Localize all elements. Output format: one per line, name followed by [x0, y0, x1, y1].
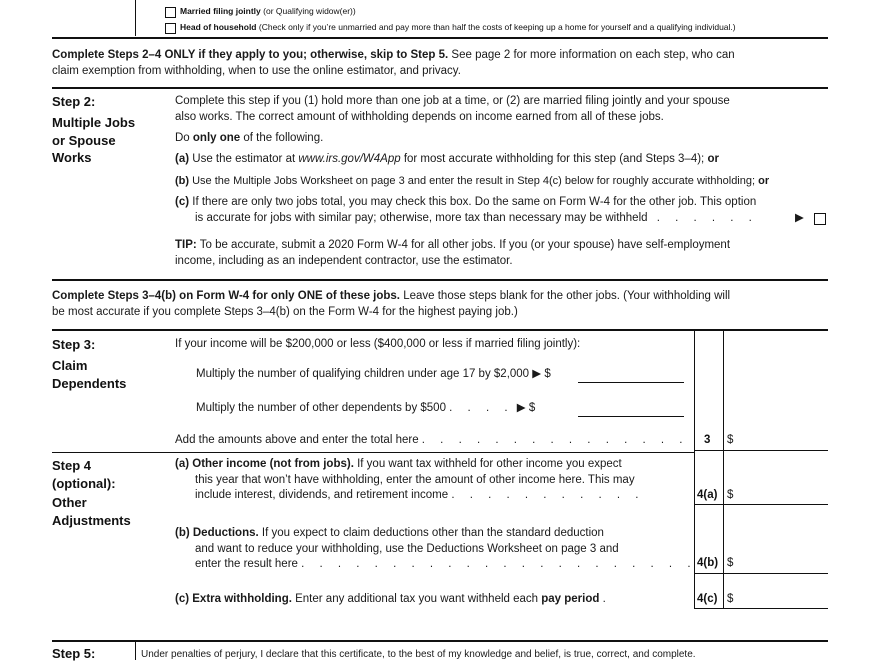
step2-option-b: (b) Use the Multiple Jobs Worksheet on page 3 and enter the result in Step 4(c) below for roughly accurate withholding; or	[175, 175, 770, 187]
line-4b-dollar: $	[727, 557, 734, 569]
other-dependents-amount-field[interactable]	[578, 415, 684, 417]
line-4c-number: 4(c)	[697, 593, 718, 605]
step2-option-a: (a) Use the estimator at www.irs.gov/W4App for most accurate withholding for this step (and Steps 3–4); or	[175, 153, 719, 165]
line-4b-number: 4(b)	[697, 557, 719, 569]
step4-label: Step 4 (optional):	[52, 458, 116, 491]
top-section-rule	[52, 37, 828, 39]
step2-tip: TIP: To be accurate, submit a 2020 Form W-4 for all other jobs. If you (or your spouse) have self-employment income, including as an independent contractor, use the estimator.	[175, 239, 731, 267]
step2-bottom-rule	[52, 279, 828, 281]
step5-label: Step 5:	[52, 646, 96, 661]
line-3-number: 3	[704, 434, 711, 446]
step3-top-rule	[52, 329, 828, 331]
steps-2-4-instruction: Complete Steps 2–4 ONLY if they apply to you; otherwise, skip to Step 5. See page 2 for more information on each step, who can claim exemption from withholding, when to use the online estimator, and privacy.	[52, 49, 735, 77]
qualifying-children-line: Multiply the number of qualifying children under age 17 by $2,000 ▶ $	[196, 368, 551, 380]
qualifying-children-amount-field[interactable]	[578, 381, 684, 383]
line-3-amount-field[interactable]	[694, 449, 828, 451]
step2-do-only-one: Do only one of the following.	[175, 132, 324, 144]
two-jobs-checkbox[interactable]	[814, 213, 826, 225]
step2-top-rule	[52, 87, 828, 89]
married-filing-jointly-label: Married filing jointly (or Qualifying widow(er))	[180, 6, 356, 16]
step3-title: Claim Dependents	[52, 358, 127, 391]
step2-description: Complete this step if you (1) hold more than one job at a time, or (2) are married filing jointly and your spouse also works. The correct amount of withholding depends on income earned from all of these jobs.	[175, 95, 730, 123]
step2-option-c: (c) If there are only two jobs total, you may check this box. Do the same on Form W-4 for the other job. This option is accurate for jobs with similar pay; otherwise, more tax than necessary may be withheld . . . . . .	[175, 196, 758, 224]
line-3-dollar: $	[727, 434, 734, 446]
step4-top-rule	[52, 452, 694, 453]
step2-label: Step 2:	[52, 94, 96, 109]
step4b-deductions: (b) Deductions. If you expect to claim deductions other than the standard deduction and want to reduce your withholding, use the Deductions Worksheet on page 3 and enter the result here . . . . . . . . . . . . . . . . . . . . . .	[175, 527, 697, 570]
line-4a-number: 4(a)	[697, 489, 718, 501]
head-of-household-checkbox[interactable]	[165, 23, 176, 34]
married-filing-jointly-checkbox[interactable]	[165, 7, 176, 18]
step4a-other-income: (a) Other income (not from jobs). If you want tax withheld for other income you expect this year that won’t have withholding, enter the amount of other income here. This may include interest, dividends, and retirement income . . . . . . . . . . .	[175, 458, 645, 501]
step4c-extra-withholding: (c) Extra withholding. Enter any additional tax you want withheld each pay period .	[175, 593, 612, 605]
step5-top-rule	[52, 640, 828, 642]
line-4a-amount-field[interactable]	[694, 503, 828, 505]
step3-label: Step 3:	[52, 337, 96, 352]
line-4c-dollar: $	[727, 593, 734, 605]
step5-left-rule	[135, 640, 136, 660]
step3-income-condition: If your income will be $200,000 or less ($400,000 or less if married filing jointly):	[175, 338, 581, 350]
other-dependents-line: Multiply the number of other dependents by $500 . . . . ▶ $	[196, 402, 536, 414]
step5-perjury-statement: Under penalties of perjury, I declare that this certificate, to the best of my knowledge and belief, is true, correct, and complete.	[141, 649, 696, 660]
step2-title: Multiple Jobs or Spouse Works	[52, 115, 136, 165]
step2-c-arrow: ▶	[795, 212, 804, 224]
top-left-rule	[135, 0, 136, 36]
steps-3-4-instruction: Complete Steps 3–4(b) on Form W-4 for only ONE of these jobs. Leave those steps blank for the other jobs. (Your withholding will be most accurate if you complete Steps 3–4(b) on the Form W-4 for the highest paying job.)	[52, 290, 731, 318]
step4-title: Other Adjustments	[52, 495, 131, 528]
line-4c-amount-field[interactable]	[694, 607, 828, 609]
line-4b-amount-field[interactable]	[694, 572, 828, 574]
head-of-household-label: Head of household (Check only if you’re unmarried and pay more than half the costs of keeping up a home for yourself and a qualifying individual.)	[180, 22, 736, 32]
step3-total-line: Add the amounts above and enter the total here . . . . . . . . . . . . . . .	[175, 434, 689, 446]
line-4a-dollar: $	[727, 489, 734, 501]
amount-column-mid-rule	[723, 329, 724, 608]
